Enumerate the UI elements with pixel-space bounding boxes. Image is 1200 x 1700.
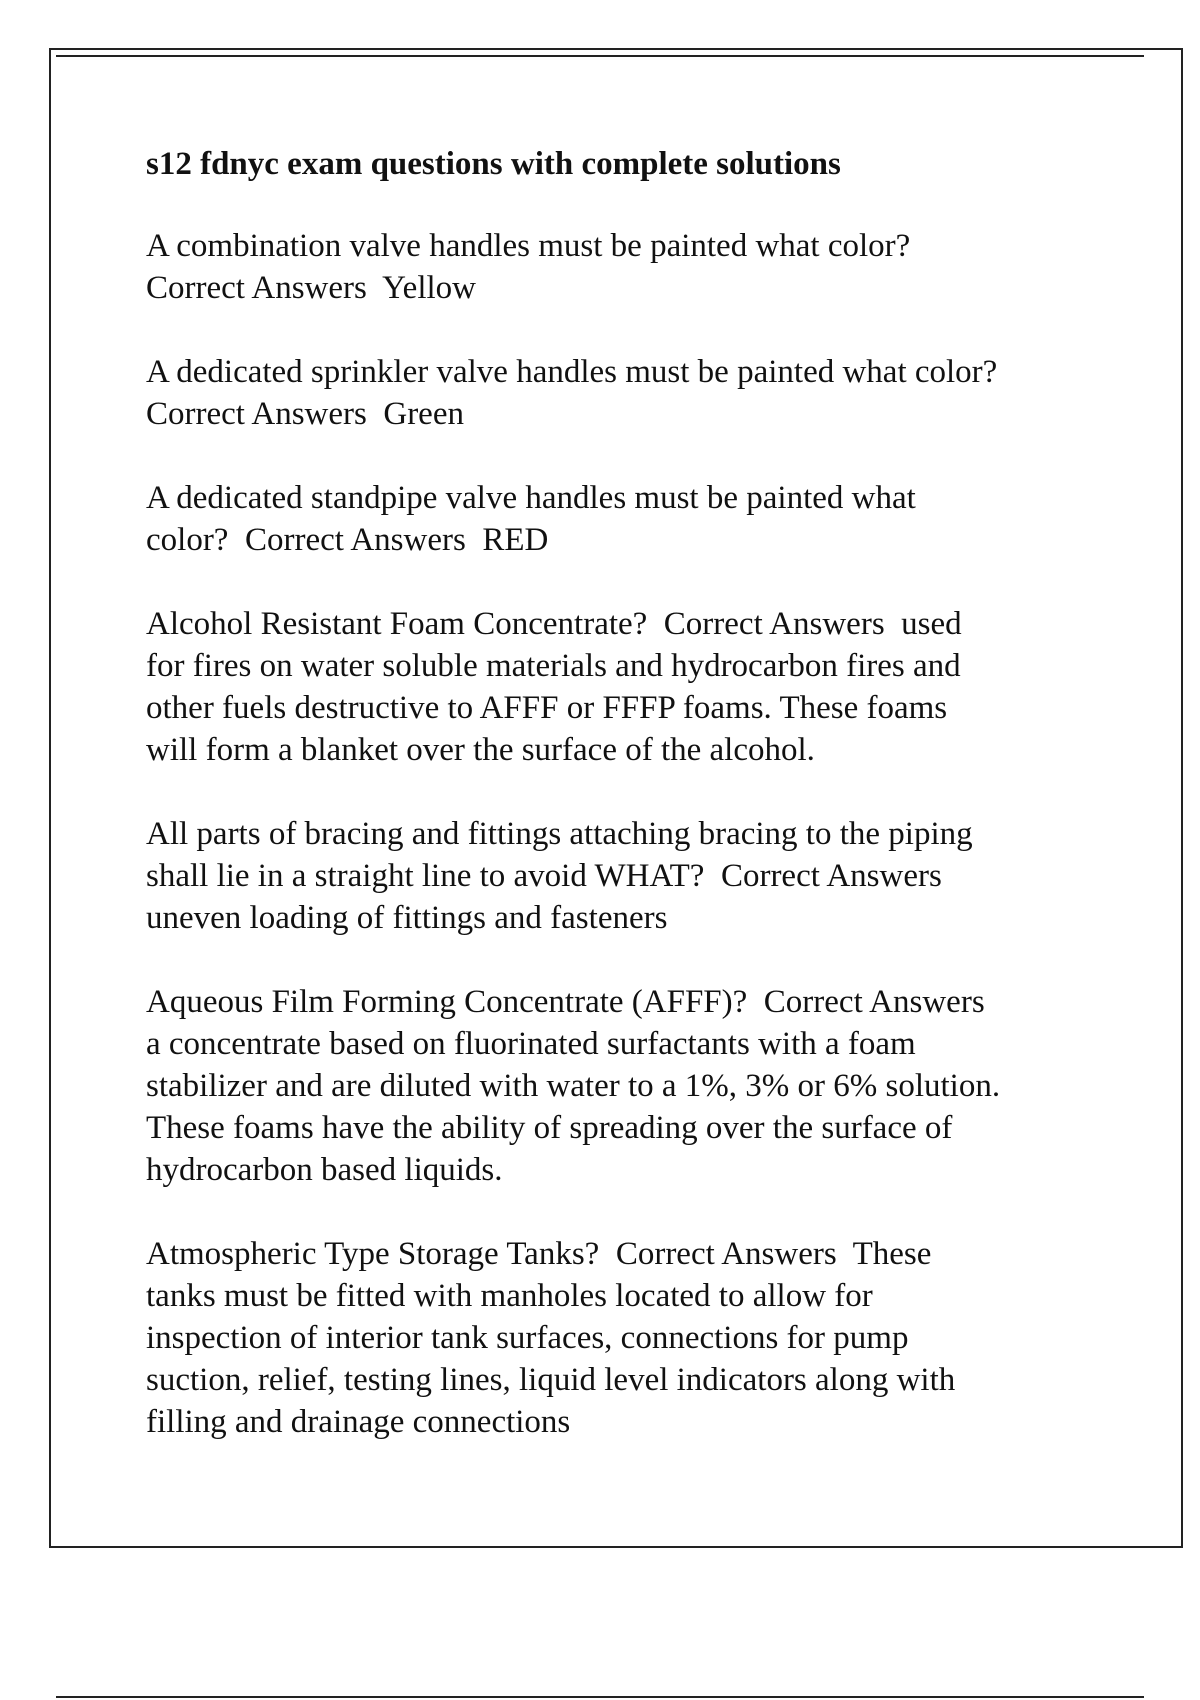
qa-item-atmospheric-tanks: Atmospheric Type Storage Tanks? Correct Answers These tanks must be fitted with manholes located to allow for inspection of interior tank surfaces, connections for pump suction, relief, testing lines, liquid level indicators along with filling and drainage connections: [146, 1236, 956, 1440]
qa-list: [146, 225, 1106, 1443]
qa-item-standpipe-valve: A dedicated standpipe valve handles must be painted what color? Correct Answers RED: [146, 480, 916, 558]
qa-item-alcohol-resistant-foam: Alcohol Resistant Foam Concentrate? Correct Answers used for fires on water soluble materials and hydrocarbon fires and other fuels destructive to AFFF or FFFP foams. These foams will form a blanket over the surface of the alcohol.: [146, 606, 962, 768]
qa-item-bracing-fittings: All parts of bracing and fittings attaching bracing to the piping shall lie in a straight line to avoid WHAT? Correct Answers uneven loading of fittings and fasteners: [146, 816, 973, 936]
qa-item-combination-valve: A combination valve handles must be painted what color? Correct Answers Yellow: [146, 228, 911, 306]
qa-item-afff: Aqueous Film Forming Concentrate (AFFF)? Correct Answers a concentrate based on fluorinated surfactants with a foam stabilizer and are diluted with water to a 1%, 3% or 6% solution. These foams have the ability of spreading over the surface of hydrocarbon based liquids.: [146, 984, 1001, 1188]
bottom-rule: [56, 1696, 1144, 1698]
qa-item-sprinkler-valve: A dedicated sprinkler valve handles must be painted what color? Correct Answers Green: [146, 354, 998, 432]
document-title: s12 fdnyc exam questions with complete solutions: [146, 146, 841, 182]
document-body: [146, 143, 1106, 1485]
